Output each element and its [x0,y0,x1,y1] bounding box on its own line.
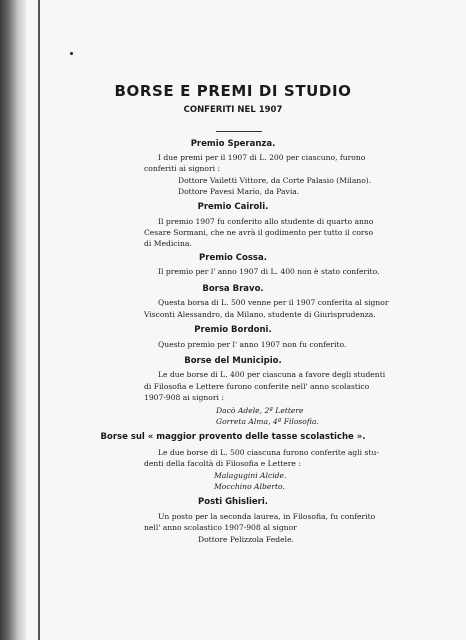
section-heading: Premio Cairoli. [197,202,269,212]
text-line: Dottore Pelizzola Fedele. [198,535,294,544]
section-heading: Borsa Bravo. [202,284,264,294]
text-line: conferiti ai signori : [144,164,221,173]
text-line: Dacò Adele, 2ª Lettere [216,406,304,415]
text-line: Le due borse di L. 500 ciascuna furono conferite agli stu- [158,448,379,457]
text-line: Visconti Alessandro, da Milano, studente di Giurisprudenza. [144,310,376,319]
text-line: di Filosofia e Lettere furono conferite nell' anno scolastico [144,382,370,391]
section-heading: Borse del Municipio. [184,356,282,366]
text-line: Gorreta Alma, 4ª Filosofia. [216,417,319,426]
section-heading: Premio Speranza. [190,139,276,149]
text-line: Il premio per l' anno 1907 di L. 400 non è stato conferito. [158,267,380,276]
section-heading: Premio Bordoni. [194,325,272,335]
text-line: denti della facoltà di Filosofia e Lettere : [144,459,301,468]
page-subtitle: CONFERITI NEL 1907 [183,105,283,115]
section-heading: Premio Cossa. [199,253,267,263]
section-heading: Borse sul « maggior provento delle tasse scolastiche ». [100,432,366,442]
text-line: Questa borsa di L. 500 venne per il 1907 conferita al signor [158,298,389,307]
text-line: 1907-908 ai signori : [144,393,224,402]
text-line: di Medicina. [144,239,192,248]
text-line: Cesare Sormani, che ne avrà il godimento per tutto il corso [144,228,374,237]
text-line: I due premi per il 1907 di L. 200 per ciascuno, furono [158,153,366,162]
text-line: Malagugini Alcide. [214,471,287,480]
text-line: Dottore Pavesi Mario, da Pavia. [178,187,300,196]
section-heading: Posti Ghislieri. [198,497,268,507]
text-line: Il premio 1907 fu conferito allo studente di quarto anno [158,217,374,226]
page-title: BORSE E PREMI DI STUDIO [114,82,352,100]
divider-rule [216,131,262,132]
text-line: Questo premio per l' anno 1907 non fu conferito. [158,340,347,349]
text-line: Dottore Vailetti Vittore, da Corte Palasio (Milano). [178,176,372,185]
text-line: Mocchino Alberto. [214,482,285,491]
text-line: nell' anno scolastico 1907-908 al signor [144,523,297,532]
text-line: Un posto per la seconda laurea, in Filosofia, fu conferito [158,512,376,521]
text-line: Le due borse di L. 400 per ciascuna a favore degli studenti [158,370,386,379]
